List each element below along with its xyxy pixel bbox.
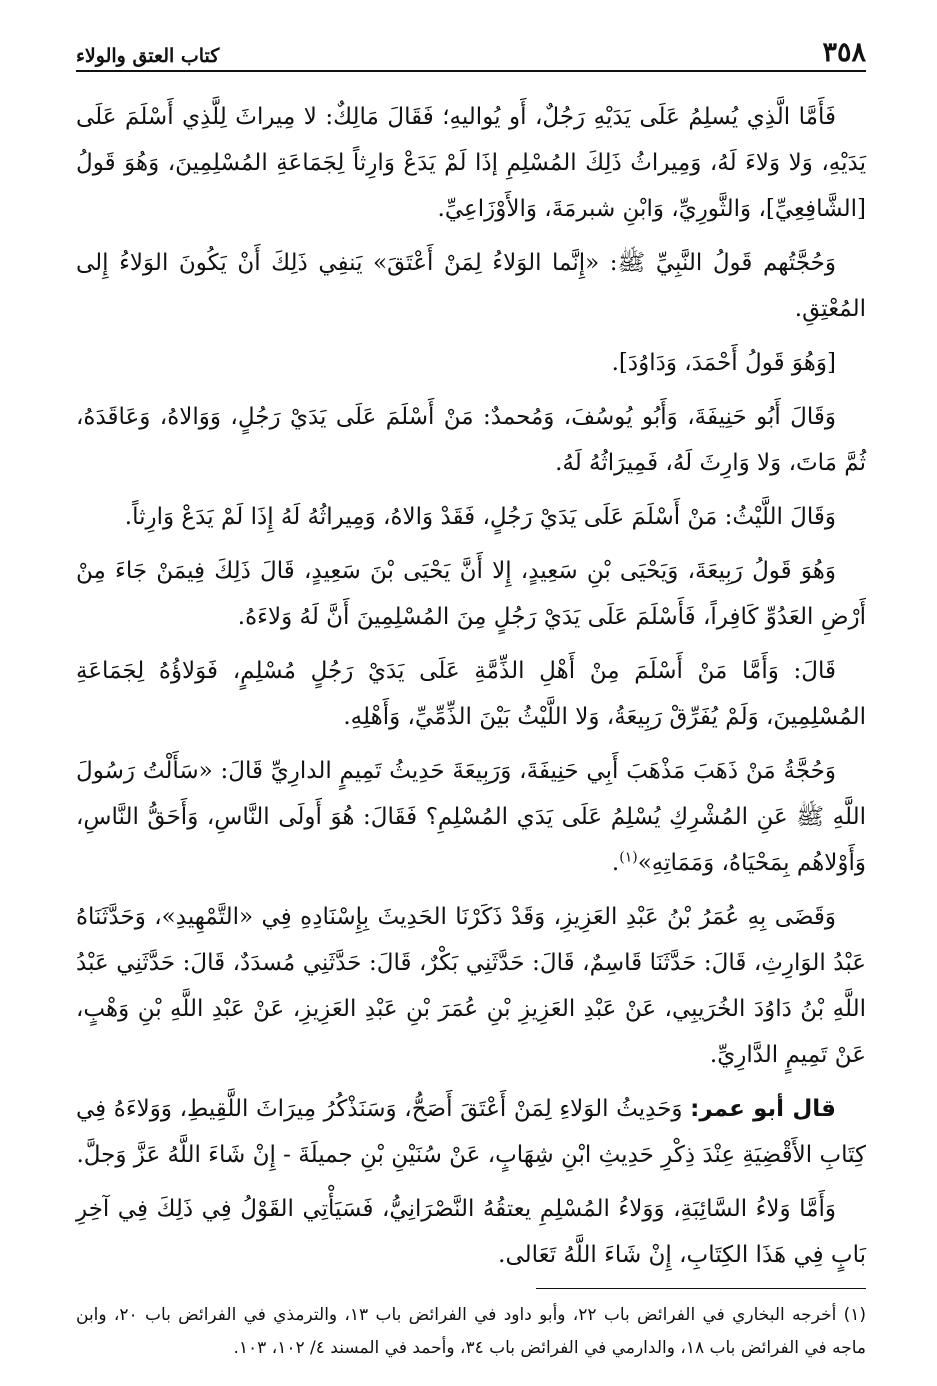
period: . <box>611 850 620 876</box>
paragraph: وَهُوَ قَولُ رَبِيعَةَ، وَيَحْيَى بْنِ سَعِيدٍ، إِلا أَنَّ يَحْيَى بْنَ سَعِيدٍ، قَالَ ذَلِكَ فِيمَنْ جَاءَ مِنْ أَرْضِ العَدُوِّ كَافِراً، فَأَسْلَمَ عَلَى يَدَيْ رَجُلٍ مِنَ المُسْلِمِينَ أَنَّ لَهُ وَلاءَهُ. <box>76 558 866 630</box>
paragraph: وَقَضَى بِهِ عُمَرُ بْنُ عَبْدِ العَزِيزِ، وَقَدْ ذَكَرْنَا الحَدِيثَ بِإِسْنَادِهِ فِي «التَّمْهِيدِ»، وَحَدَّثَنَاهُ عَبْدُ الوَارِثِ، قَالَ: حَدَّثَنَا قَاسِمٌ، قَالَ: حَدَّثَنِي بَكْرٌ، قَالَ: حَدَّثَنِي مُسدَدٌ، قَالَ: حَدَّثَنِي عَبْدُ اللَّهِ بْنُ دَاوُدَ الخُرَيبِي، عَنْ عَبْدِ العَزِيزِ بْنِ عُمَرَ بْنِ عَبْدِ العَزِيزِ، عَنْ عَبْدِ اللَّهِ بْنِ وَهْبٍ، عَنْ تَمِيمٍ الدَّارِيِّ. <box>76 904 866 1068</box>
paragraph: قَالَ: وَأَمَّا مَنْ أَسْلَمَ مِنْ أَهْلِ الذِّمَّةِ عَلَى يَدَيْ رَجُلٍ مُسْلِمٍ، فَوَلاؤُهُ لِجَمَاعَةِ المُسْلِمِينَ، وَلَمْ يُفَرِّقْ رَبِيعَةُ، وَلا اللَّيْثُ بَيْنَ الذِّمِّيِّ، وَأَهْلِهِ. <box>76 658 866 730</box>
paragraph-with-footnote <box>76 748 866 886</box>
page-header <box>76 30 866 72</box>
paragraph-text: وَحَدِيثُ الوَلاءِ لِمَنْ أَعْتَقَ أَصَحُّ، وَسَنَذْكُرُ مِيرَاثَ اللَّقِيطِ، وَوَلاءَهُ فِي كِتَابِ الأَقْضِيَةِ عِنْدَ ذِكْرِ حَدِيثِ ابْنِ شِهَابٍ، عَنْ سُنَيْنِ بْنِ جميلَةَ - إِنْ شَاءَ اللَّهُ عَزَّ وَجلَّ. <box>76 1096 866 1168</box>
paragraph-with-lead <box>76 1086 866 1178</box>
footnote-divider <box>536 1288 866 1289</box>
running-title: كتاب العتق والولاء <box>76 45 220 67</box>
paragraph: وَقَالَ أَبُو حَنِيفَةَ، وَأَبُو يُوسُفَ، وَمُحمدٌ: مَنْ أَسْلَمَ عَلَى يَدَيْ رَجُلٍ، وَوَالاهُ، وَعَاقَدَهُ، ثُمَّ مَاتَ، وَلا وَارِثَ لَهُ، فَمِيرَاثُهُ لَهُ. <box>76 404 866 476</box>
lead-label: قال أبو عمر: <box>690 1096 836 1122</box>
main-text <box>76 94 866 1278</box>
paragraph-text: وَحُجَّةُ مَنْ ذَهَبَ مَذْهَبَ أَبِي حَنِيفَةَ، وَرَبِيعَةَ حَدِيثُ تَمِيمٍ الدارِيِّ قَالَ: «سَأَلْتُ رَسُولَ اللَّهِ ﷺ عَنِ المُشْرِكِ يُسْلِمُ عَلَى يَدَي المُسْلِمِ؟ فَقَالَ: هُوَ أَولَى النَّاسِ، وَأَحَقُّ النَّاسِ، وَأَوْلاهُم بِمَحْيَاهُ، وَمَمَاتِهِ» <box>76 758 866 876</box>
paragraph: وَقَالَ اللَّيْثُ: مَنْ أَسْلَمَ عَلَى يَدَيْ رَجُلٍ، فَقَدْ وَالاهُ، وَمِيراثُهُ لَهُ إِذَا لَمْ يَدَعْ وَارِثاً. <box>124 504 836 530</box>
footnote: (١) أخرجه البخاري في الفرائض باب ٢٢، وأبو داود في الفرائض باب ١٣، والترمذي في الفرائض باب ٢٠، وابن ماجه في الفرائض باب ١٨، والدارمي في الفرائض باب ٣٤، وأحمد في المسند ٤/ ١٠٢، ١٠٣. <box>76 1305 867 1358</box>
footnote-reference: (١) <box>619 849 638 866</box>
paragraph: وَأَمَّا وَلاءُ السَّائِبَةِ، وَوَلاءُ المُسْلِمِ يعتقُهُ النَّصْرَانِيُّ، فَسَيَأْتِي القَوْلُ فِي ذَلِكَ فِي آخِرِ بَابٍ فِي هَذَا الكِتَابِ، إِنْ شَاءَ اللَّهُ تَعَالى. <box>76 1196 866 1268</box>
book-page <box>76 30 866 1365</box>
paragraph: فَأَمَّا الَّذِي يُسلِمُ عَلَى يَدَيْهِ رَجُلٌ، أَو يُواليهِ؛ فَقَالَ مَالِكٌ: لا مِيراثَ لِلَّذِي أَسْلَمَ عَلَى يَدَيْهِ، وَلا وَلاءَ لَهُ، وَمِيراثُ ذَلِكَ المُسْلِمِ إذَا لَمْ يَدَعْ وَارِثاً لِجَمَاعَةِ المُسْلِمِينَ، وَهُوَ قَولُ [الشَّافِعِيِّ]، وَالثَّورِيِّ، وَابْنِ شبرمَةَ، وَالأَوْزَاعِيِّ. <box>76 104 866 222</box>
paragraph: [وَهُوَ قَولُ أَحْمَدَ، وَدَاوُدَ]. <box>611 350 836 376</box>
footnotes <box>76 1299 866 1365</box>
paragraph: وَحُجَّتُهم قَولُ النَّبِيِّ ﷺ: «إِنَّما الوَلاءُ لِمَنْ أَعْتَقَ» يَنفِي ذَلِكَ أَنْ يَكُونَ الوَلاءُ إِلى المُعْتِقِ. <box>76 250 866 322</box>
page-number: ٣٥٨ <box>822 37 866 68</box>
